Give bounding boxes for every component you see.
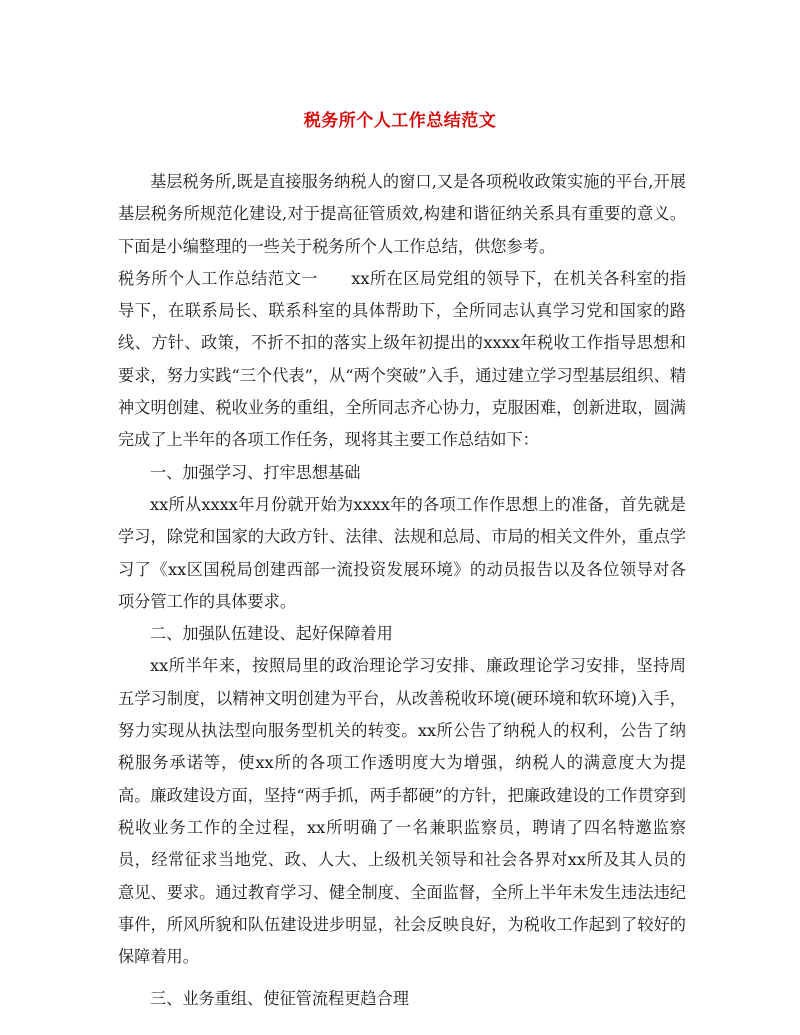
section-heading-2: 二、加强队伍建设、起好保障着用: [150, 624, 393, 644]
document-body: [118, 166, 686, 1016]
body-paragraph-1: xx所从xxxx年月份就开始为xxxx年的各项工作作思想上的准备，首先就是学习，除党和国家的大政方针、法律、法规和总局、市局的相关文件外，重点学习了《xx区国税局创建西部一流投资发展环境》的动员报告以及各位领导对各项分管工作的具体要求。: [118, 494, 686, 611]
intro-paragraph: 基层税务所,既是直接服务纳税人的窗口,又是各项税收政策实施的平台,开展基层税务所规范化建设,对于提高征管质效,构建和谐征纳关系具有重要的意义。下面是小编整理的一些关于税务所个人工作总结，供您参考。: [118, 172, 686, 256]
body-paragraph-2: xx所半年来，按照局里的政治理论学习安排、廉政理论学习安排，坚持周五学习制度，以精神文明创建为平台，从改善税收环境(硬环境和软环境)入手，努力实现从执法型向服务型机关的转变。xx所公告了纳税人的权利，公告了纳税服务承诺等，使xx所的各项工作透明度大为增强，纳税人的满意度大为提高。廉政建设方面，坚持“两手抓，两手都硬”的方针，把廉政建设的工作贯穿到税收业务工作的全过程，xx所明确了一名兼职监察员，聘请了四名特邀监察员，经常征求当地党、政、人大、上级机关领导和社会各界对xx所及其人员的意见、要求。通过教育学习、健全制度、全面监督，全所上半年未发生违法违纪事件，所风所貌和队伍建设进步明显，社会反映良好，为税收工作起到了较好的保障着用。: [118, 656, 686, 967]
section-heading-3: 三、业务重组、使征管流程更趋合理: [150, 989, 409, 1009]
section-heading-1: 一、加强学习、打牢思想基础: [150, 462, 361, 482]
sample-one-paragraph: 税务所个人工作总结范文一 xx所在区局党组的领导下，在机关各科室的指导下，在联系局长、联系科室的具体帮助下，全所同志认真学习党和国家的路线、方针、政策，不折不扣的落实上级年初提出的xxxx年税收工作指导思想和要求，努力实践“三个代表”，从“两个突破”入手，通过建立学习型基层组织、精神文明创建、税收业务的重组，全所同志齐心协力，克服困难，创新进取，圆满完成了上半年的各项工作任务，现将其主要工作总结如下：: [118, 268, 686, 450]
document-title: 税务所个人工作总结范文: [303, 111, 497, 131]
